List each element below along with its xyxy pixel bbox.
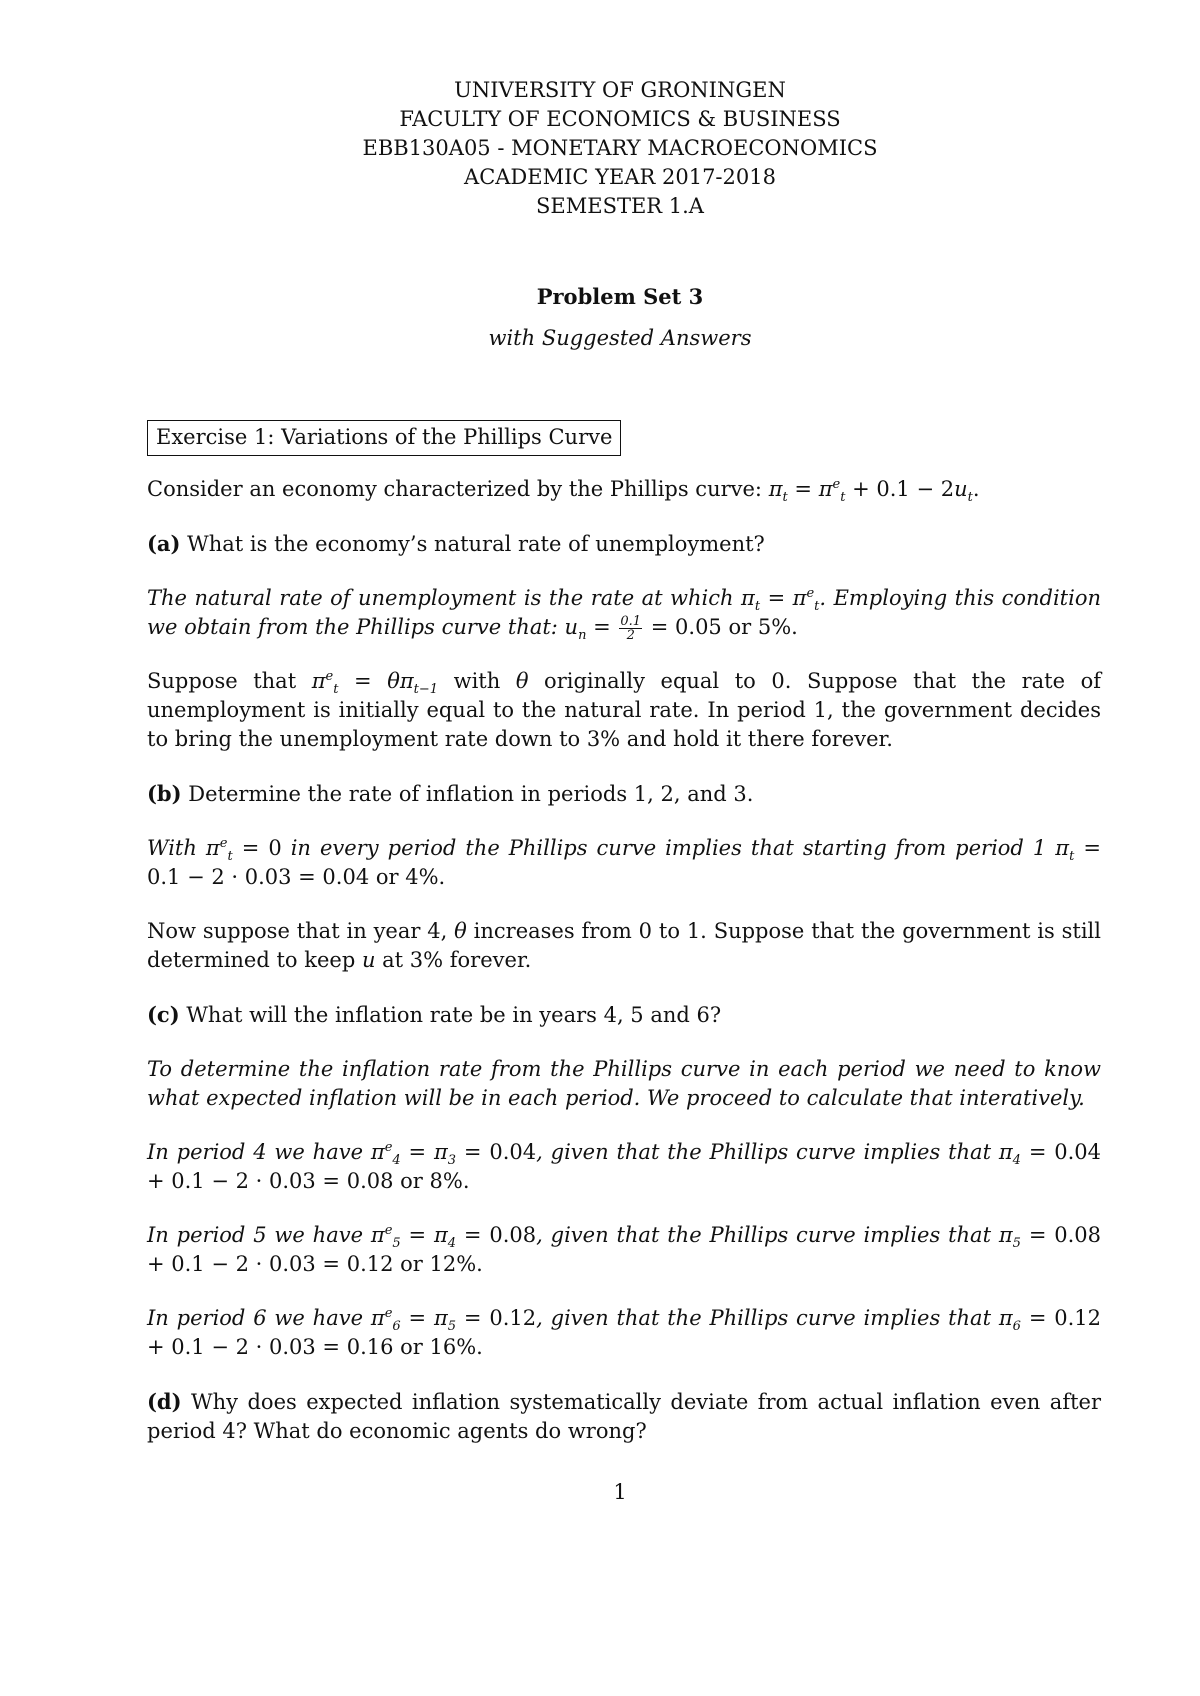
exercise-title-box: Exercise 1: Variations of the Phillips Curve [147, 420, 621, 456]
question-c: (c) What will the inflation rate be in years 4, 5 and 6? [147, 1002, 722, 1027]
setup-paragraph-2: Now suppose that in year 4, θ increases from 0 to 1. Suppose that the government is still determined to keep u at 3% forever. [147, 919, 1101, 972]
university-name: UNIVERSITY OF GRONINGEN [454, 78, 786, 102]
fraction: $\frac{0.1}{2}$ [620, 614, 642, 643]
answer-a: The natural rate of unemployment is the rate at which $\pi_t = \pi^e_t$. Employing this condition we obtain from the Phillips curve that: $u_n$ = $\frac{0.1}{2}$ = 0.05 or 5%. [147, 586, 1101, 644]
answer-c-period-4: In period 4 we have $\pi^e_4 = \pi_3 = 0.04$, given that the Phillips curve implies that $\pi_4 = 0.04 + 0.1 - 2 \cdot 0.03 = 0.08$ or 8%. [147, 1140, 1102, 1193]
question-a: (a) What is the economy’s natural rate of unemployment? [147, 531, 765, 556]
question-b: (b) Determine the rate of inflation in periods 1, 2, and 3. [147, 781, 754, 806]
semester: SEMESTER 1.A [536, 194, 704, 218]
course-name: EBB130A05 - MONETARY MACROECONOMICS [362, 136, 878, 160]
answer-c-intro: To determine the inflation rate from the Phillips curve in each period we need to know what expected inflation will be in each period. We proceed to calculate that interatively. [147, 1057, 1101, 1110]
page-number: 1 [613, 1480, 627, 1504]
intro-paragraph: Consider an economy characterized by the Phillips curve: $\pi_t = \pi^e_t + 0.1 - 2u_t$. [147, 477, 980, 506]
question-d: (d) Why does expected inflation systematically deviate from actual inflation even after period 4? What do economic agents do wrong? [147, 1389, 1101, 1443]
problem-set-title: Problem Set 3 [536, 284, 704, 309]
academic-year: ACADEMIC YEAR 2017-2018 [464, 165, 776, 189]
document-body [147, 475, 1101, 1471]
problem-set-subtitle: with Suggested Answers [488, 326, 752, 350]
answer-b: With $\pi^e_t = 0$ in every period the Phillips curve implies that starting from period 1 $\pi_t = 0.1 - 2 \cdot 0.03 = 0.04$ or 4%. [147, 836, 1101, 889]
document-header [0, 76, 1200, 221]
answer-c-period-6: In period 6 we have $\pi^e_6 = \pi_5 = 0.12$, given that the Phillips curve implies that $\pi_6 = 0.12 + 0.1 - 2 \cdot 0.03 = 0.16$ or 16%. [147, 1306, 1102, 1359]
setup-paragraph-1: Suppose that $\pi^e_t = \theta\pi_{t-1}$ with θ originally equal to 0. Suppose that the rate of unemployment is initially equal to the natural rate. In period 1, the government decides to bring the unemployment rate down to 3% and hold it there forever. [147, 669, 1102, 751]
faculty-name: FACULTY OF ECONOMICS & BUSINESS [399, 107, 841, 131]
answer-c-period-5: In period 5 we have $\pi^e_5 = \pi_4 = 0.08$, given that the Phillips curve implies that $\pi_5 = 0.08 + 0.1 - 2 \cdot 0.03 = 0.12$ or 12%. [147, 1223, 1102, 1276]
